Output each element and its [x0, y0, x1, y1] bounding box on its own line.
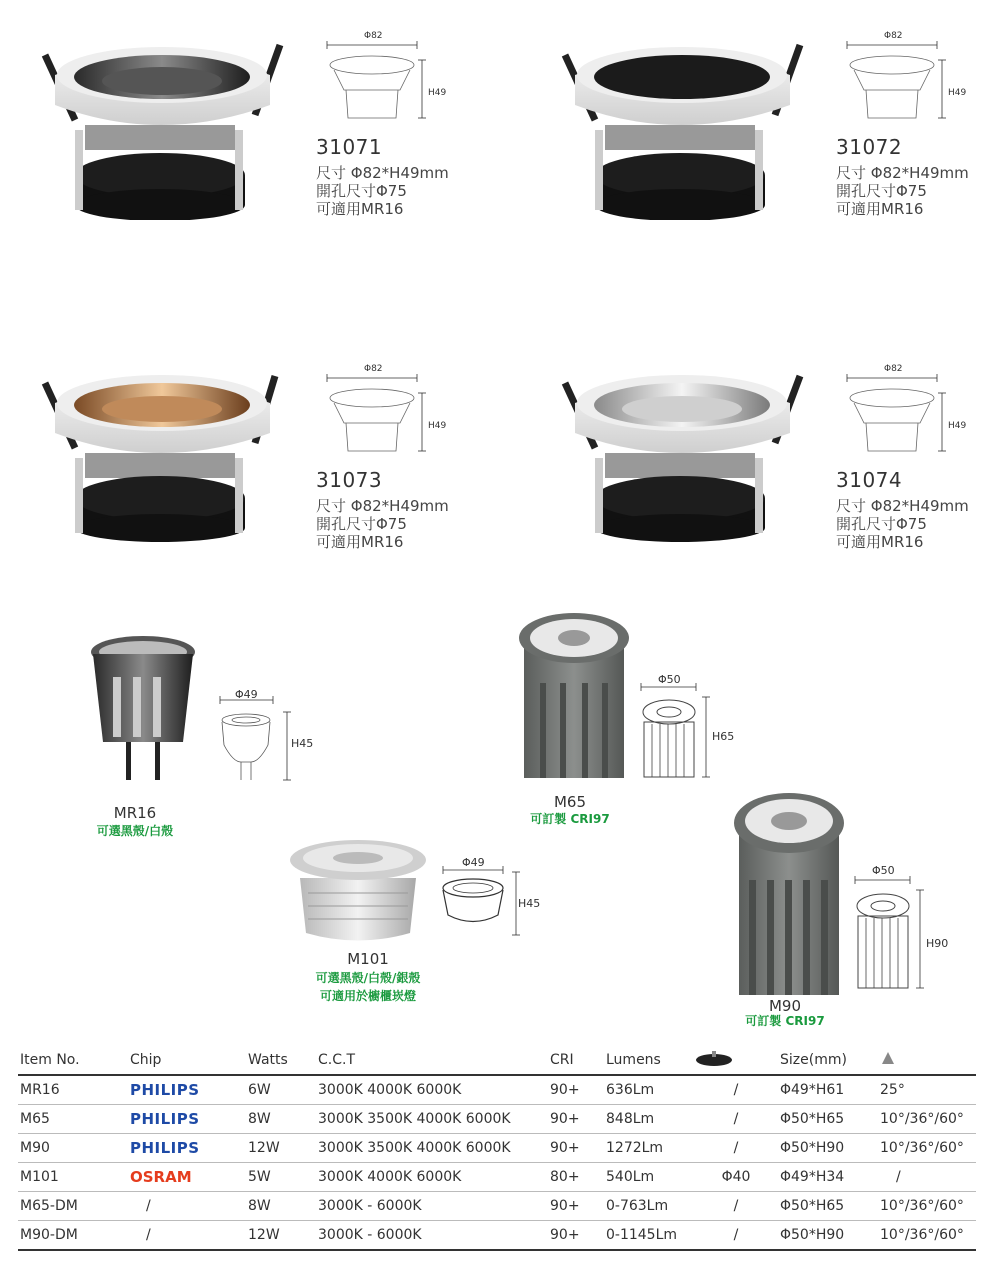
table-row — [18, 1105, 976, 1134]
spec-cutout: 開孔尺寸Φ75 — [316, 515, 407, 533]
cell-cct: 3000K 4000K 6000K — [316, 1163, 548, 1192]
mr16-dim-height: H45 — [291, 737, 314, 750]
philips-logo: PHILIPS — [130, 1139, 200, 1157]
spec-size: 尺寸 Φ82*H49mm — [316, 497, 449, 515]
cell-size: Φ50*H65 — [778, 1105, 878, 1134]
dim-diameter: Φ82 — [364, 31, 383, 41]
cell-cri: 80+ — [548, 1163, 604, 1192]
cell-cri: 90+ — [548, 1192, 604, 1221]
model-number: 31073 — [316, 468, 383, 492]
beam-angle-icon — [880, 1051, 896, 1065]
table-header-row — [18, 1046, 976, 1075]
m90-dimension-drawing — [850, 870, 950, 995]
cell-cct: 3000K - 6000K — [316, 1221, 548, 1251]
cell-watts: 12W — [246, 1221, 316, 1251]
m90-dim-height: H90 — [926, 937, 949, 950]
cell-size: Φ50*H90 — [778, 1221, 878, 1251]
m65-module-image — [512, 603, 637, 783]
m101-dim-height: H45 — [518, 897, 541, 910]
table-row — [18, 1192, 976, 1221]
dimension-drawing-31072 — [842, 30, 962, 125]
spec-size: 尺寸 Φ82*H49mm — [836, 497, 969, 515]
cell-cri: 90+ — [548, 1134, 604, 1163]
header-item: Item No. — [18, 1046, 128, 1075]
cell-watts: 6W — [246, 1075, 316, 1105]
mr16-dimension-drawing — [215, 690, 300, 785]
m65-model-name: M65 — [553, 793, 587, 811]
model-number: 31074 — [836, 468, 903, 492]
cell-watts: 8W — [246, 1192, 316, 1221]
beam-angle-icon-header — [878, 1046, 976, 1075]
cell-size: Φ49*H34 — [778, 1163, 878, 1192]
cell-item: M65-DM — [18, 1192, 128, 1221]
cell-lumens: 0-763Lm — [604, 1192, 692, 1221]
cell-beam: 10°/36°/60° — [878, 1192, 976, 1221]
cell-lumens: 540Lm — [604, 1163, 692, 1192]
cell-cct: 3000K 3500K 4000K 6000K — [316, 1134, 548, 1163]
cell-watts: 5W — [246, 1163, 316, 1192]
philips-logo: PHILIPS — [130, 1110, 200, 1128]
spec-fit: 可適用MR16 — [836, 200, 924, 218]
downlight-image-31074 — [550, 368, 810, 543]
cell-chip — [128, 1134, 246, 1163]
cell-item: M101 — [18, 1163, 128, 1192]
m101-note-cabinet: 可適用於櫥櫃崁燈 — [319, 989, 416, 1003]
cell-cutout: / — [692, 1105, 778, 1134]
cell-beam: 10°/36°/60° — [878, 1221, 976, 1251]
dim-diameter: Φ82 — [364, 364, 383, 374]
cell-beam: 10°/36°/60° — [878, 1134, 976, 1163]
dim-height: H49 — [428, 421, 447, 431]
spec-size: 尺寸 Φ82*H49mm — [316, 164, 449, 182]
table-row — [18, 1134, 976, 1163]
cell-cutout: / — [692, 1221, 778, 1251]
m101-dim-diameter: Φ49 — [462, 856, 485, 869]
cell-cct: 3000K 3500K 4000K 6000K — [316, 1105, 548, 1134]
mr16-lamp-image — [88, 632, 198, 787]
cell-lumens: 848Lm — [604, 1105, 692, 1134]
cell-cct: 3000K - 6000K — [316, 1192, 548, 1221]
cell-beam: 25° — [878, 1075, 976, 1105]
cell-watts: 8W — [246, 1105, 316, 1134]
cell-chip — [128, 1105, 246, 1134]
model-number: 31071 — [316, 135, 383, 159]
spec-fit: 可適用MR16 — [316, 533, 404, 551]
dimension-drawing-31073 — [322, 363, 442, 458]
m90-dim-diameter: Φ50 — [872, 864, 895, 877]
table-row — [18, 1163, 976, 1192]
m90-model-name: M90 — [768, 997, 802, 1015]
m101-dimension-drawing — [438, 860, 528, 940]
cell-beam: / — [878, 1163, 976, 1192]
header-cri: CRI — [548, 1046, 604, 1075]
mr16-model-name: MR16 — [113, 804, 157, 822]
dim-height: H49 — [428, 88, 447, 98]
header-cct: C.C.T — [316, 1046, 548, 1075]
header-size: Size(mm) — [778, 1046, 878, 1075]
dim-height: H49 — [948, 421, 967, 431]
cell-lumens: 1272Lm — [604, 1134, 692, 1163]
dim-diameter: Φ82 — [884, 364, 903, 374]
dimension-drawing-31074 — [842, 363, 962, 458]
spec-fit: 可適用MR16 — [836, 533, 924, 551]
header-lumens: Lumens — [604, 1046, 692, 1075]
cell-lumens: 0-1145Lm — [604, 1221, 692, 1251]
m65-dim-height: H65 — [712, 730, 735, 743]
cell-cutout: / — [692, 1192, 778, 1221]
philips-logo: PHILIPS — [130, 1081, 200, 1099]
cell-chip — [128, 1163, 246, 1192]
m101-module-image — [288, 838, 428, 948]
cell-chip: / — [128, 1221, 246, 1251]
model-number: 31072 — [836, 135, 903, 159]
table-row — [18, 1221, 976, 1251]
header-watts: Watts — [246, 1046, 316, 1075]
dim-height: H49 — [948, 88, 967, 98]
m65-dim-diameter: Φ50 — [658, 673, 681, 686]
header-chip: Chip — [128, 1046, 246, 1075]
cell-size: Φ50*H90 — [778, 1134, 878, 1163]
m90-module-image — [727, 785, 852, 1000]
m101-model-name: M101 — [347, 950, 389, 968]
cell-size: Φ49*H61 — [778, 1075, 878, 1105]
downlight-image-31071 — [30, 35, 290, 220]
m90-note: 可訂製 CRI97 — [745, 1014, 825, 1028]
cell-cri: 90+ — [548, 1075, 604, 1105]
cell-item: M90-DM — [18, 1221, 128, 1251]
dim-diameter: Φ82 — [884, 31, 903, 41]
dimension-drawing-31071 — [322, 30, 442, 125]
cutout-icon-header — [692, 1046, 778, 1075]
downlight-image-31072 — [550, 35, 810, 220]
cutout-icon — [694, 1049, 734, 1067]
cell-lumens: 636Lm — [604, 1075, 692, 1105]
spec-fit: 可適用MR16 — [316, 200, 404, 218]
cell-cri: 90+ — [548, 1221, 604, 1251]
spec-cutout: 開孔尺寸Φ75 — [316, 182, 407, 200]
cell-cri: 90+ — [548, 1105, 604, 1134]
cell-cct: 3000K 4000K 6000K — [316, 1075, 548, 1105]
cell-item: MR16 — [18, 1075, 128, 1105]
osram-logo: OSRAM — [130, 1168, 192, 1186]
cell-watts: 12W — [246, 1134, 316, 1163]
table-row — [18, 1075, 976, 1105]
m101-note-shell: 可選黑殼/白殼/銀殼 — [315, 971, 421, 985]
mr16-dim-diameter: Φ49 — [235, 688, 258, 701]
cell-cutout: / — [692, 1134, 778, 1163]
m65-note: 可訂製 CRI97 — [530, 812, 610, 826]
spec-table — [18, 1046, 976, 1251]
spec-size: 尺寸 Φ82*H49mm — [836, 164, 969, 182]
cell-chip: / — [128, 1192, 246, 1221]
cell-item: M90 — [18, 1134, 128, 1163]
spec-cutout: 開孔尺寸Φ75 — [836, 515, 927, 533]
cell-chip — [128, 1075, 246, 1105]
cell-cutout: / — [692, 1075, 778, 1105]
downlight-image-31073 — [30, 368, 290, 543]
cell-size: Φ50*H65 — [778, 1192, 878, 1221]
mr16-note: 可選黑殼/白殼 — [96, 824, 174, 838]
cell-beam: 10°/36°/60° — [878, 1105, 976, 1134]
spec-cutout: 開孔尺寸Φ75 — [836, 182, 927, 200]
cell-item: M65 — [18, 1105, 128, 1134]
cell-cutout: Φ40 — [692, 1163, 778, 1192]
